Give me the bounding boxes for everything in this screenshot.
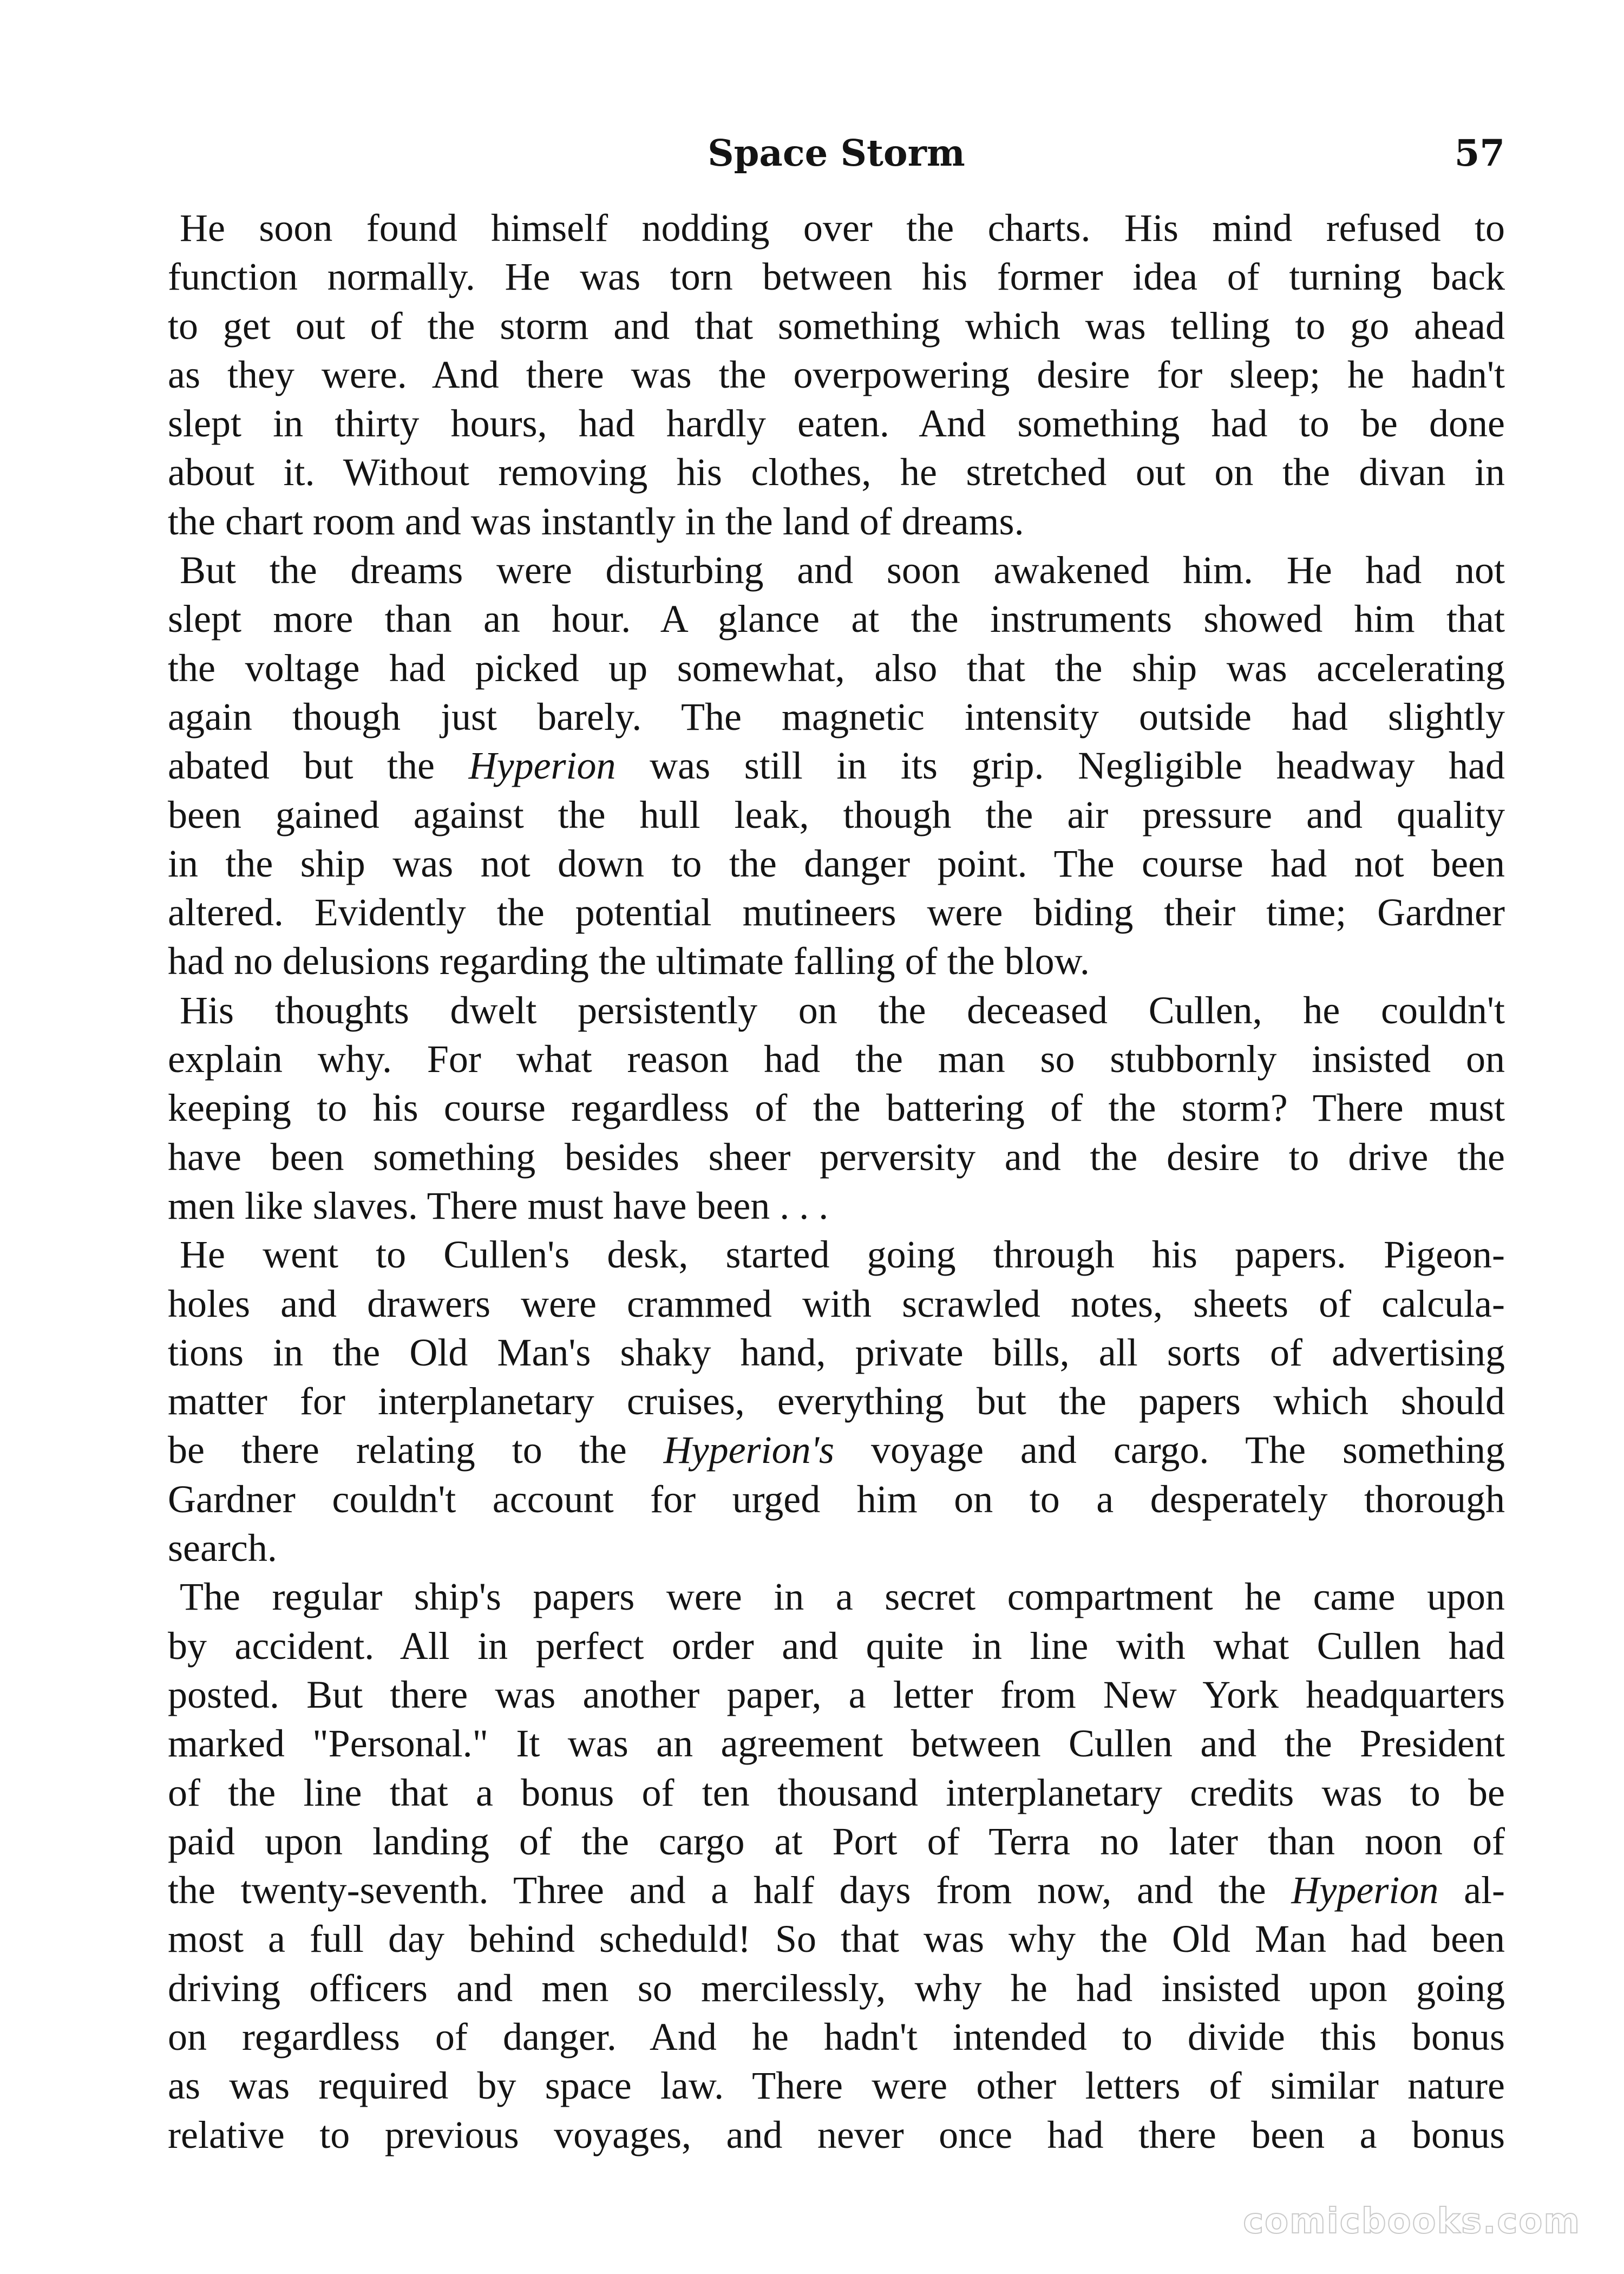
text-segment: in the ship was not down to the danger point. The course had not been	[168, 841, 1505, 885]
text-line	[168, 888, 1505, 937]
text-line	[168, 1572, 1505, 1621]
text-segment: been gained against the hull leak, though the air pressure and quality	[168, 793, 1505, 837]
running-title: Space Storm	[708, 132, 965, 174]
text-line	[168, 2061, 1505, 2110]
text-line	[168, 1328, 1505, 1377]
text-segment: slept more than an hour. A glance at the instruments showed him that	[168, 597, 1505, 641]
text-segment: men like slaves. There must have been . . .	[168, 1184, 829, 1227]
text-segment: the twenty-seventh. Three and a half days from now, and the	[168, 1868, 1292, 1912]
text-line	[168, 1914, 1505, 1963]
text-segment: He went to Cullen's desk, started going through his papers. Pigeon-	[180, 1233, 1505, 1277]
page-number: 57	[1454, 132, 1505, 174]
text-segment: search.	[168, 1526, 277, 1570]
text-segment: the voltage had picked up somewhat, also that the ship was accelerating	[168, 646, 1505, 690]
text-segment: relative to previous voyages, and never once had there been a bonus	[168, 2113, 1505, 2157]
text-line	[168, 1181, 1505, 1230]
text-line	[168, 302, 1505, 350]
text-segment: altered. Evidently the potential mutineers were biding their time; Gardner	[168, 891, 1505, 935]
text-segment: slept in thirty hours, had hardly eaten. And something had to be done	[168, 402, 1505, 446]
text-line	[168, 1817, 1505, 1866]
text-segment: His thoughts dwelt persistently on the deceased Cullen, he couldn't	[180, 988, 1505, 1032]
text-line	[168, 692, 1505, 741]
text-line	[168, 937, 1505, 985]
text-segment: holes and drawers were crammed with scrawled notes, sheets of calcula-	[168, 1282, 1505, 1325]
italic-title: Hyperion's	[663, 1428, 834, 1472]
text-line	[168, 839, 1505, 888]
text-segment: But the dreams were disturbing and soon awakened him. He had not	[180, 548, 1505, 592]
text-segment: to get out of the storm and that something which was telling to go ahead	[168, 304, 1505, 348]
text-segment: function normally. He was torn between his former idea of turning back	[168, 255, 1505, 299]
text-line	[168, 1524, 1505, 1572]
text-segment: driving officers and men so mercilessly, why he had insisted upon going	[168, 1966, 1505, 2010]
text-line	[168, 448, 1505, 496]
running-head	[168, 129, 1505, 178]
text-line	[168, 986, 1505, 1035]
text-segment: have been something besides sheer perversity and the desire to drive the	[168, 1135, 1505, 1179]
text-segment: keeping to his course regardless of the battering of the storm? There must	[168, 1086, 1505, 1130]
text-segment: on regardless of danger. And he hadn't intended to divide this bonus	[168, 2015, 1505, 2059]
text-line	[168, 1279, 1505, 1328]
text-line	[168, 1719, 1505, 1768]
text-line	[168, 790, 1505, 839]
text-segment: was still in its grip. Negligible headway had	[615, 744, 1505, 788]
text-line	[168, 2110, 1505, 2159]
text-segment: The regular ship's papers were in a secret compartment he came upon	[180, 1575, 1505, 1619]
text-line	[168, 2012, 1505, 2061]
text-line	[168, 1475, 1505, 1524]
text-segment: abated but the	[168, 744, 469, 788]
text-segment: tions in the Old Man's shaky hand, private bills, all sorts of advertising	[168, 1330, 1505, 1374]
text-segment: be there relating to the	[168, 1428, 664, 1472]
text-line	[168, 1768, 1505, 1817]
text-segment: as was required by space law. There were other letters of similar nature	[168, 2064, 1505, 2108]
text-segment: the chart room and was instantly in the land of dreams.	[168, 499, 1024, 543]
text-segment: al-	[1438, 1868, 1505, 1912]
text-line	[168, 1230, 1505, 1279]
text-segment: He soon found himself nodding over the charts. His mind refused to	[180, 206, 1505, 250]
text-segment: Gardner couldn't account for urged him on to a desperately thorough	[168, 1477, 1505, 1521]
text-line	[168, 252, 1505, 301]
text-segment: marked "Personal." It was an agreement between Cullen and the President	[168, 1722, 1505, 1766]
text-line	[168, 644, 1505, 692]
text-segment: explain why. For what reason had the man so stubbornly insisted on	[168, 1037, 1505, 1081]
text-segment: most a full day behind scheduld! So that was why the Old Man had been	[168, 1917, 1505, 1961]
text-line	[168, 1866, 1505, 1914]
text-line	[168, 594, 1505, 643]
italic-title: Hyperion	[468, 744, 616, 788]
text-segment: posted. But there was another paper, a letter from New York headquarters	[168, 1672, 1505, 1716]
text-segment: again though just barely. The magnetic intensity outside had slightly	[168, 695, 1505, 739]
text-line	[168, 1964, 1505, 2012]
text-line	[168, 1622, 1505, 1670]
text-line	[168, 1670, 1505, 1719]
watermark: comicbooks.com	[1243, 2201, 1581, 2242]
text-segment: about it. Without removing his clothes, he stretched out on the divan in	[168, 450, 1505, 494]
text-segment: paid upon landing of the cargo at Port of Terra no later than noon of	[168, 1819, 1505, 1863]
text-segment: voyage and cargo. The something	[834, 1428, 1505, 1472]
text-line	[168, 741, 1505, 790]
text-line	[168, 399, 1505, 448]
text-line	[168, 1426, 1505, 1474]
text-line	[168, 497, 1505, 546]
text-segment: of the line that a bonus of ten thousand interplanetary credits was to be	[168, 1770, 1505, 1814]
text-line	[168, 1133, 1505, 1181]
text-segment: as they were. And there was the overpowering desire for sleep; he hadn't	[168, 352, 1505, 396]
text-segment: by accident. All in perfect order and quite in line with what Cullen had	[168, 1624, 1505, 1668]
text-line	[168, 350, 1505, 399]
text-segment: matter for interplanetary cruises, everything but the papers which should	[168, 1380, 1505, 1423]
italic-title: Hyperion	[1291, 1868, 1439, 1912]
body-text	[168, 204, 1505, 2159]
text-line	[168, 204, 1505, 252]
text-line	[168, 1035, 1505, 1083]
text-segment: had no delusions regarding the ultimate falling of the blow.	[168, 939, 1090, 983]
text-line	[168, 1377, 1505, 1426]
text-line	[168, 1083, 1505, 1132]
text-line	[168, 546, 1505, 594]
